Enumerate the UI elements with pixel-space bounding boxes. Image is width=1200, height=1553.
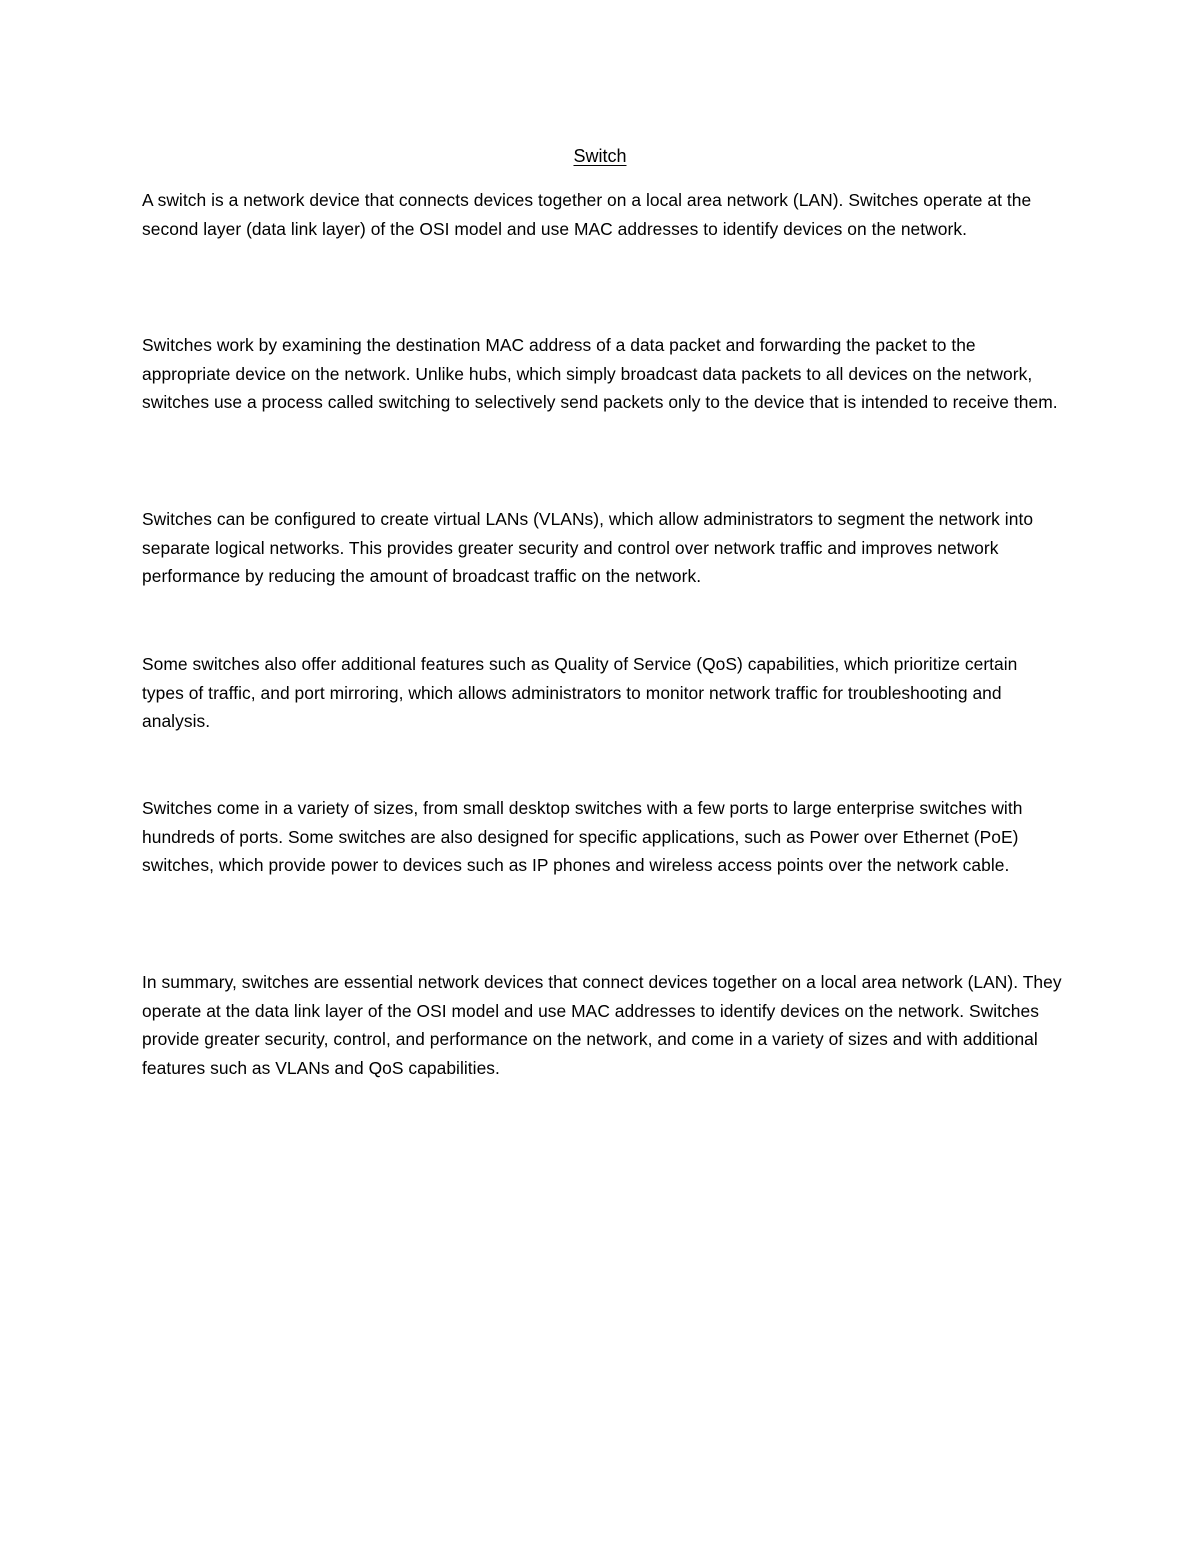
paragraph-summary: In summary, switches are essential network devices that connect devices together on a local area network (LAN). They operate at the data link layer of the OSI model and use MAC addresses to identify devices on the network. Switches provide greater security, control, and performance on the network, and come in a variety of sizes and with additional features such as VLANs and QoS capabilities. — [142, 972, 1062, 1078]
paragraph-additional-features: Some switches also offer additional features such as Quality of Service (QoS) capabilities, which prioritize certain types of traffic, and port mirroring, which allows administrators to monitor network traffic for troubleshooting and analysis. — [142, 654, 1018, 732]
paragraph-switch-sizes: Switches come in a variety of sizes, from small desktop switches with a few ports to large enterprise switches with hundreds of ports. Some switches are also designed for specific applications, such as Power over Ethernet (PoE) switches, which provide power to devices such as IP phones and wireless access points over the network cable. — [142, 798, 1023, 876]
paragraph-switch-definition: A switch is a network device that connects devices together on a local area network (LAN). Switches operate at the second layer (data link layer) of the OSI model and use MAC addresses to identify devices on the network. — [142, 190, 1032, 239]
paragraph-how-switches-work: Switches work by examining the destination MAC address of a data packet and forwarding the packet to the appropriate device on the network. Unlike hubs, which simply broadcast data packets to all devices on the network, switches use a process called switching to selectively send packets only to the device that is intended to receive them. — [142, 335, 1058, 413]
paragraph-vlans: Switches can be configured to create virtual LANs (VLANs), which allow administrators to segment the network into separate logical networks. This provides greater security and control over network traffic and improves network performance by reducing the amount of broadcast traffic on the network. — [142, 509, 1034, 587]
document-title: Switch — [573, 146, 627, 166]
